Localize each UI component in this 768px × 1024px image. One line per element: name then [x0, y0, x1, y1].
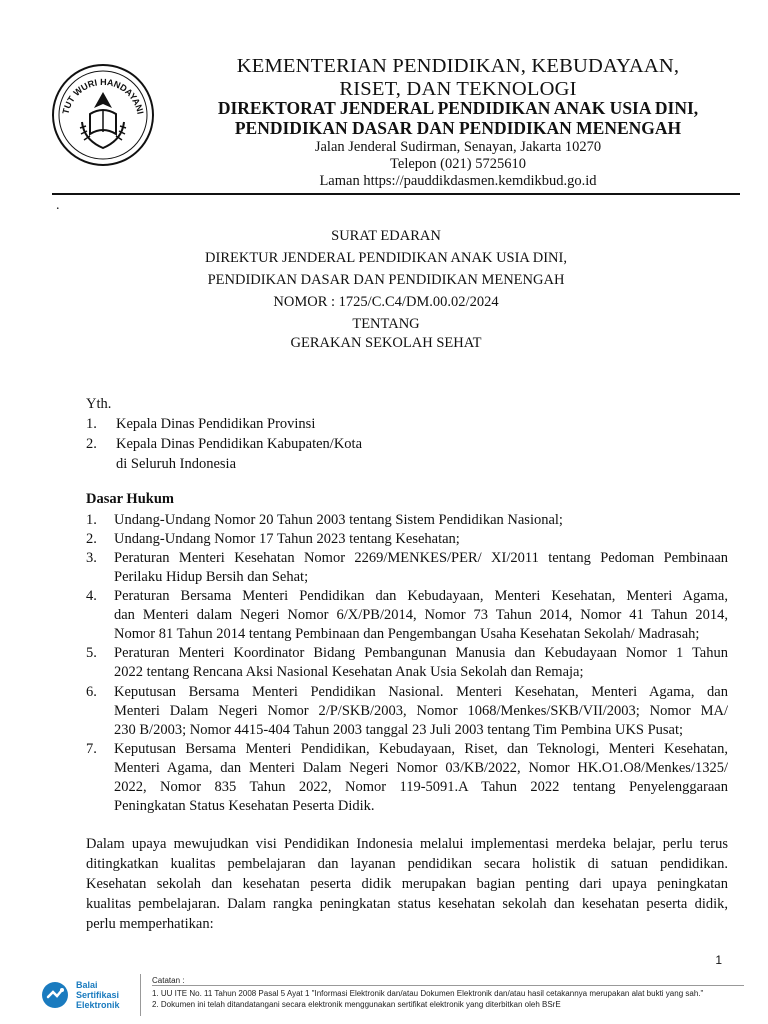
- legal-item-line: Menteri Agama, dan Menteri Dalam Negeri Nomor 03/KB/2022, Nomor HK.O1.O8/Menkes/1325/: [114, 760, 728, 776]
- website: Laman https://pauddikdasmen.kemdikbud.go.id: [319, 173, 597, 189]
- notes-underline: [152, 985, 744, 986]
- bsre-line: Elektronik: [76, 1000, 120, 1010]
- legal-item-line: Menteri Dalam Negeri Nomor 2/P/SKB/2003, Nomor 1068/Menkes/SKB/VII/2003; Nomor MA/: [114, 703, 728, 719]
- tut-wuri-handayani-logo: [50, 62, 156, 168]
- notes-title: Catatan :: [152, 976, 185, 985]
- legal-item-number: 2.: [86, 531, 97, 547]
- legal-item-number: 1.: [86, 512, 97, 528]
- title-director-line-1: DIREKTUR JENDERAL PENDIDIKAN ANAK USIA DINI,: [205, 250, 567, 266]
- legal-item-number: 6.: [86, 684, 97, 700]
- title-surat-edaran: SURAT EDARAN: [331, 228, 441, 244]
- title-director-line-2: PENDIDIKAN DASAR DAN PENDIDIKAN MENENGAH: [207, 272, 565, 288]
- recipient-number: 1.: [86, 416, 97, 432]
- bsre-line: Sertifikasi: [76, 990, 120, 1000]
- legal-item-line: Peningkatan Status Kesehatan Peserta Didik.: [114, 798, 375, 814]
- recipient-number: 2.: [86, 436, 97, 452]
- legal-item-number: 4.: [86, 588, 97, 604]
- stray-dot: .: [56, 198, 60, 213]
- phone: Telepon (021) 5725610: [390, 156, 526, 172]
- bsre-line: Balai: [76, 980, 98, 990]
- footer-notes: [152, 975, 703, 1010]
- legal-item-line: Peraturan Menteri Koordinator Bidang Pembangunan Manusia dan Kebudayaan Nomor 1 Tahun: [114, 645, 728, 661]
- legal-item-number: 3.: [86, 550, 97, 566]
- legal-item-line: Nomor 81 Tahun 2014 tentang Pembinaan dan Pengembangan Usaha Kesehatan Sekolah/ Madrasah;: [114, 626, 700, 642]
- header-divider: [52, 193, 740, 195]
- legal-item-line: Peraturan Menteri Kesehatan Nomor 2269/MENKES/PER/ XI/2011 tentang Pedoman Pembinaan: [114, 550, 728, 566]
- legal-item-number: 7.: [86, 741, 97, 757]
- legal-item-line: Peraturan Bersama Menteri Pendidikan dan Kebudayaan, Menteri Kesehatan, Menteri Agama,: [114, 588, 728, 604]
- directorate-line-1: DIREKTORAT JENDERAL PENDIDIKAN ANAK USIA DINI,: [217, 98, 699, 118]
- recipient-location: di Seluruh Indonesia: [116, 456, 237, 472]
- legal-basis-heading: Dasar Hukum: [86, 491, 174, 507]
- bsre-logo-icon: [40, 980, 70, 1010]
- paragraph-line: perlu memperhatikan:: [86, 916, 214, 932]
- bsre-wordmark: [76, 980, 120, 1010]
- title-subject: GERAKAN SEKOLAH SEHAT: [290, 335, 482, 351]
- legal-item-line: Undang-Undang Nomor 20 Tahun 2003 tentang Sistem Pendidikan Nasional;: [114, 512, 563, 528]
- legal-item-line: 230 B/2003; Nomor 4415-404 Tahun 2003 tanggal 23 Juli 2003 tentang Tim Pembina UKS Pusat;: [114, 722, 684, 738]
- ministry-line-2: RISET, DAN TEKNOLOGI: [339, 78, 577, 100]
- legal-item-line: dan Menteri dalam Negeri Nomor 6/X/PB/2014, Nomor 73 Tahun 2014, Nomor 41 Tahun 2014,: [114, 607, 728, 623]
- recipient-item: Kepala Dinas Pendidikan Kabupaten/Kota: [116, 436, 363, 452]
- legal-item-line: 2022 tentang Rencana Aksi Nasional Kesehatan Anak Usia Sekolah dan Remaja;: [114, 664, 584, 680]
- recipient-item: Kepala Dinas Pendidikan Provinsi: [116, 416, 316, 432]
- legal-item-line: Perilaku Hidup Bersih dan Sehat;: [114, 569, 309, 585]
- logo-motto-text: TUT WURI HANDAYANI: [60, 76, 146, 116]
- footer-divider: [140, 974, 141, 1016]
- title-tentang: TENTANG: [352, 316, 420, 332]
- note-1: 1. UU ITE No. 11 Tahun 2008 Pasal 5 Ayat 1 "Informasi Elektronik dan/atau Dokumen Elektronik dan/atau hasil cetakannya merupakan alat bukti yang sah.": [152, 989, 704, 998]
- paragraph-line: kualitas pembelajaran. Dalam rangka peningkatan status kesehatan sekolah dan kesehatan peserta didik,: [86, 896, 728, 912]
- legal-item-line: 2022, Nomor 835 Tahun 2022, Nomor 119-5091.A Tahun 2022 tentang Penyelenggaraan: [114, 779, 728, 795]
- salutation: Yth.: [86, 396, 112, 412]
- page-number: 1: [715, 953, 722, 967]
- legal-item-number: 5.: [86, 645, 97, 661]
- legal-item-line: Keputusan Bersama Menteri Pendidikan Nasional. Menteri Kesehatan, Menteri Agama, dan: [114, 684, 728, 700]
- directorate-line-2: PENDIDIKAN DASAR DAN PENDIDIKAN MENENGAH: [234, 118, 682, 138]
- paragraph-line: Dalam upaya mewujudkan visi Pendidikan Indonesia melalui implementasi merdeka belajar, perlu terus: [86, 836, 728, 852]
- letterhead: [188, 0, 728, 190]
- title-nomor: NOMOR : 1725/C.C4/DM.00.02/2024: [273, 294, 499, 310]
- legal-item-line: Undang-Undang Nomor 17 Tahun 2023 tentang Kesehatan;: [114, 531, 460, 547]
- paragraph-line: Kesehatan sekolah dan kesehatan peserta didik merupakan bagian penting dari upaya peningkatan: [86, 876, 728, 892]
- ministry-line-1: KEMENTERIAN PENDIDIKAN, KEBUDAYAAN,: [236, 55, 680, 77]
- legal-item-line: Keputusan Bersama Menteri Pendidikan, Kebudayaan, Riset, dan Teknologi, Menteri Kesehatan,: [114, 741, 728, 757]
- paragraph-line: ditingkatkan kualitas pembelajaran dan layanan pendidikan secara holistik di satuan pendidikan.: [86, 856, 728, 872]
- address: Jalan Jenderal Sudirman, Senayan, Jakarta 10270: [314, 139, 602, 155]
- note-2: 2. Dokumen ini telah ditandatangani secara elektronik menggunakan sertifikat elektronik yang diterbitkan oleh BSrE: [152, 1000, 561, 1009]
